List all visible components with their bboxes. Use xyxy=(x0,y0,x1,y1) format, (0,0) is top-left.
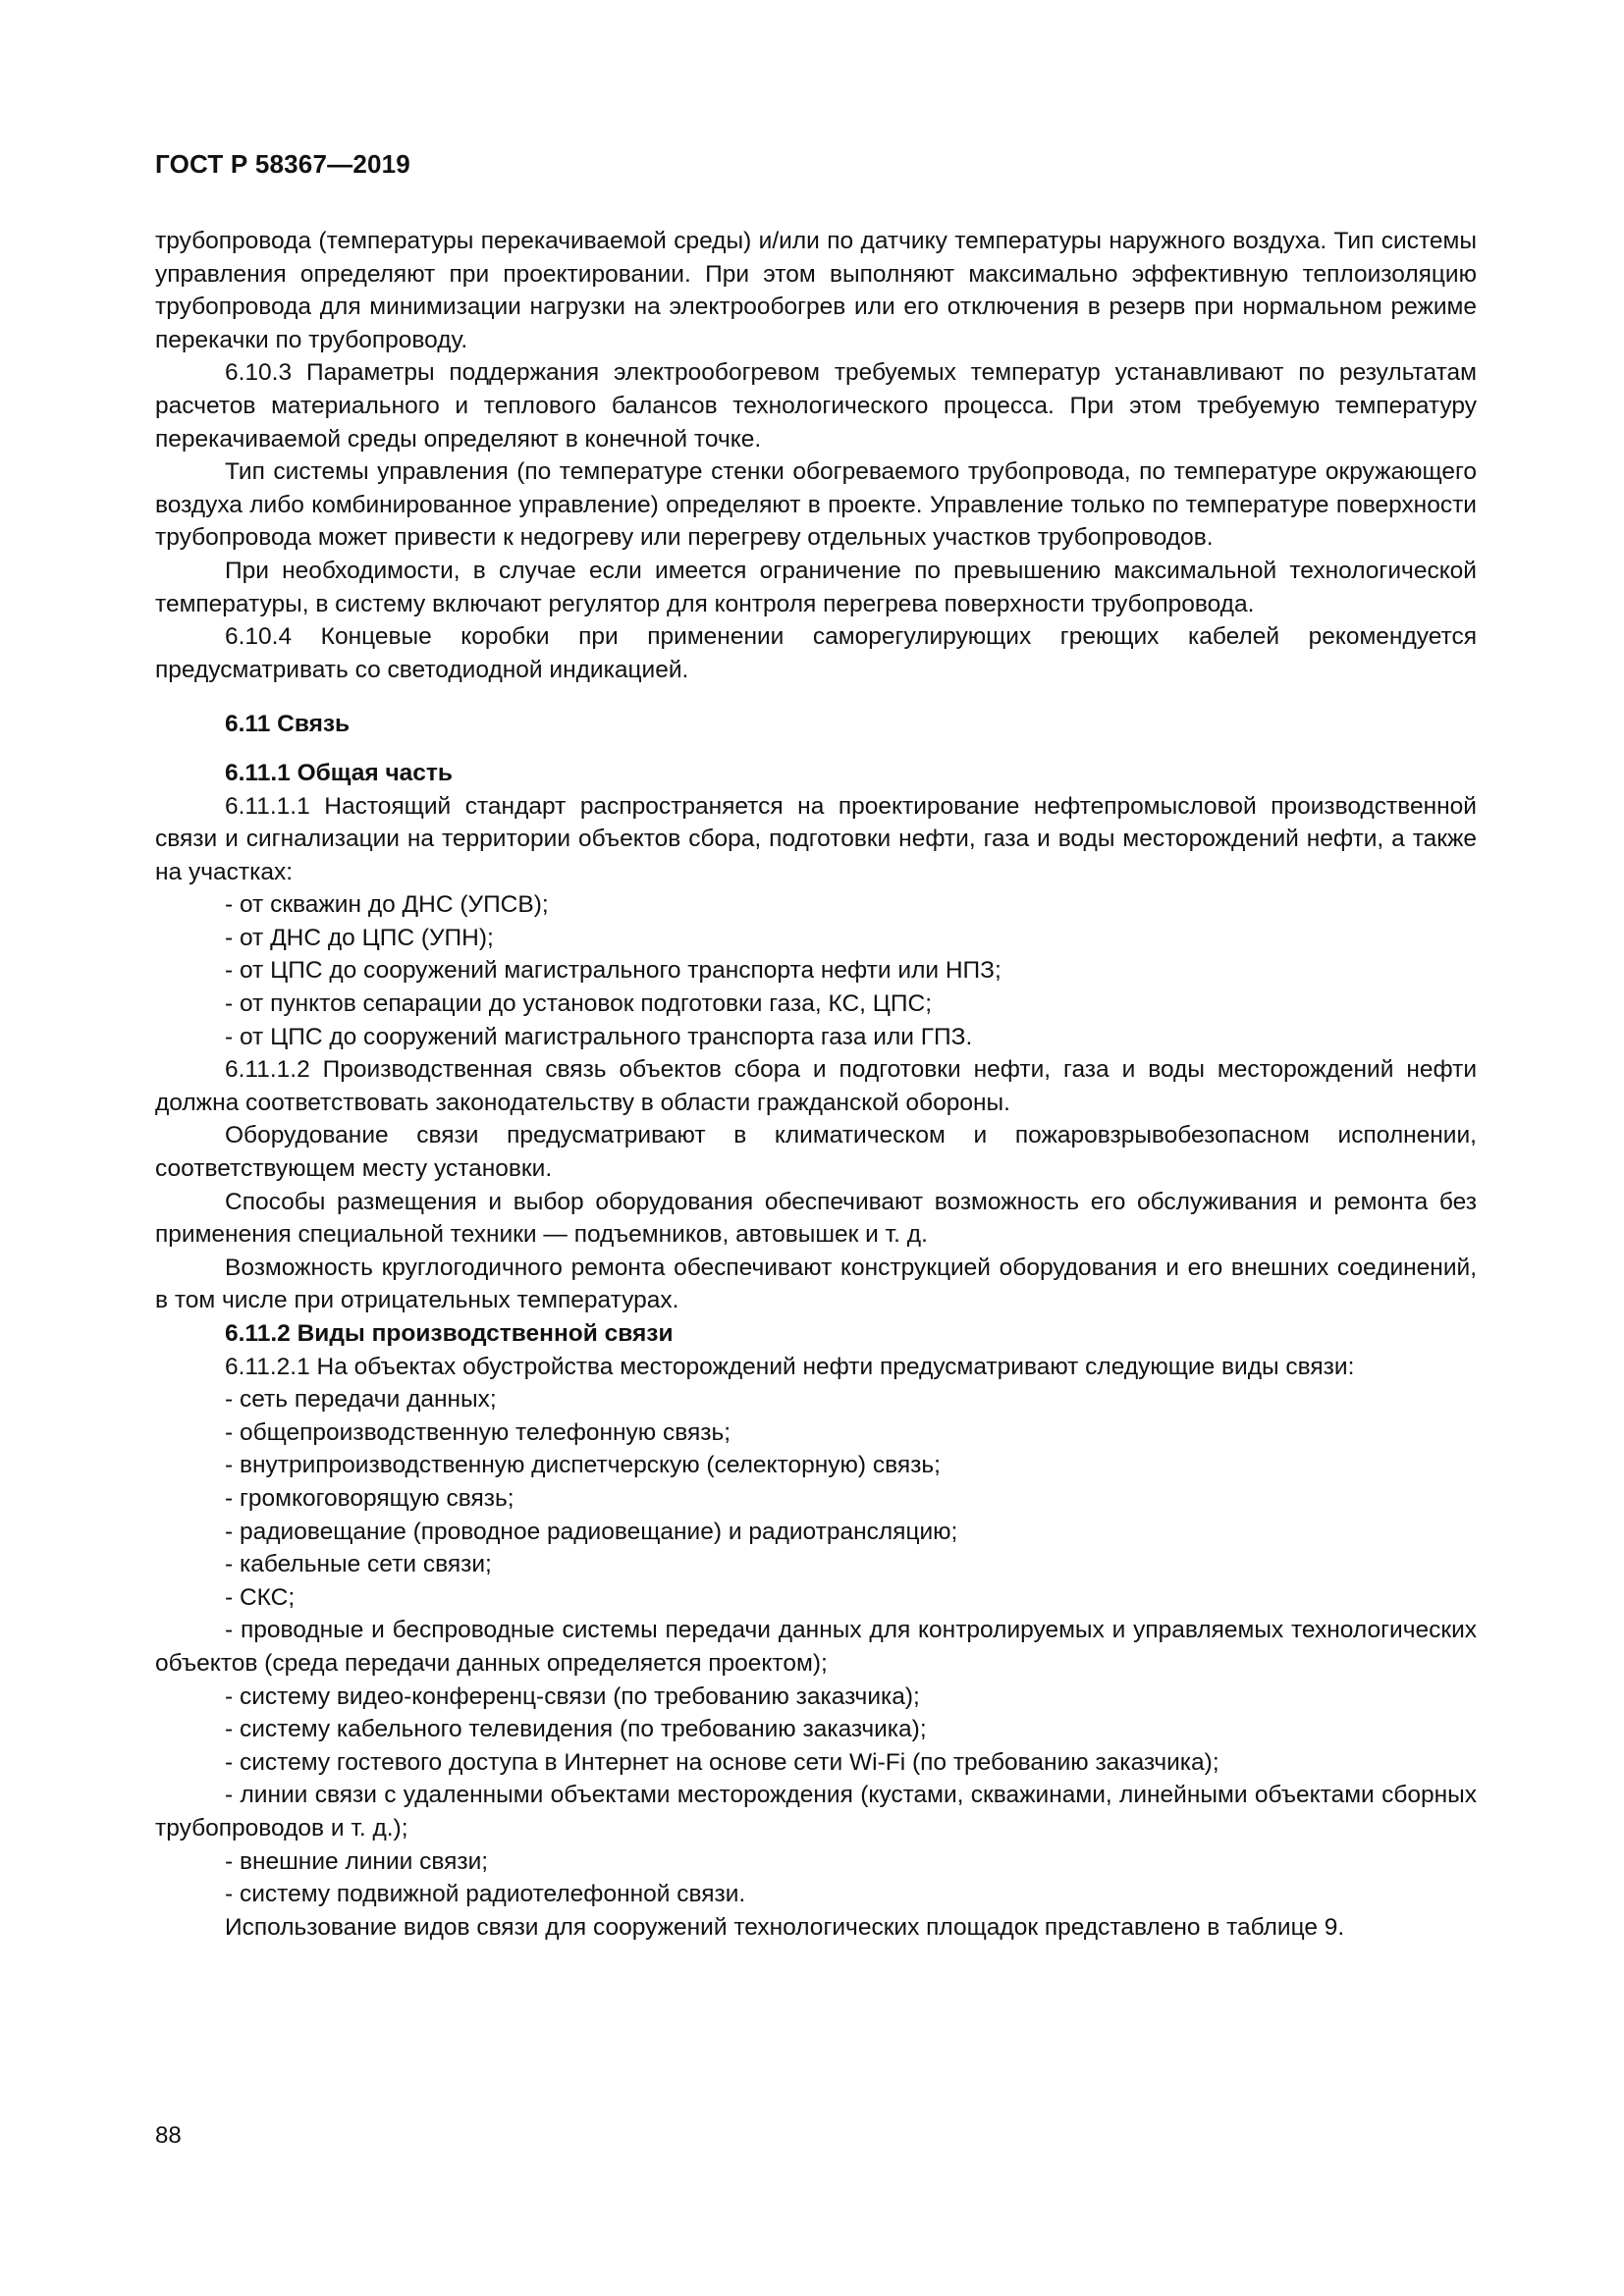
list-item: - кабельные сети связи; xyxy=(225,1551,492,1578)
paragraph: 6.11.1.1 Настоящий стандарт распространяется на проектирование нефтепромысловой производственной связи и сигнализации на территории объектов сбора, подготовки нефти, газа и воды месторождений нефти, а также на участках: xyxy=(155,792,1477,885)
list-item: - от ЦПС до сооружений магистрального транспорта нефти или НПЗ; xyxy=(225,957,1001,985)
section-heading: 6.11 Связь xyxy=(225,711,351,738)
paragraph: Использование видов связи для сооружений технологических площадок представлено в таблице 9. xyxy=(225,1913,1345,1941)
list-item: - линии связи с удаленными объектами месторождения (кустами, скважинами, линейными объектами сборных трубопроводов и т. д.); xyxy=(155,1782,1477,1842)
paragraph: Способы размещения и выбор оборудования обеспечивают возможность его обслуживания и ремонта без применения специальной техники — подъемников, автовышек и т. д. xyxy=(155,1188,1477,1249)
subsection-heading: 6.11.1 Общая часть xyxy=(225,759,453,786)
list-item: - СКС; xyxy=(225,1583,296,1611)
list-item: - внешние линии связи; xyxy=(225,1847,489,1875)
list-item: - от пунктов сепарации до установок подготовки газа, КС, ЦПС; xyxy=(225,990,933,1018)
paragraph: 6.10.3 Параметры поддержания электрообогревом требуемых температур устанавливают по результатам расчетов материального и теплового балансов технологического процесса. При этом требуемую температуру перекачиваемой среды определяют в конечной точке. xyxy=(155,359,1477,453)
subsection-heading: 6.11.2 Виды производственной связи xyxy=(225,1320,674,1347)
paragraph: При необходимости, в случае если имеется ограничение по превышению максимальной технологической температуры, в систему включают регулятор для контроля перегрева поверхности трубопровода. xyxy=(155,557,1477,617)
list-item: - от ЦПС до сооружений магистрального транспорта газа или ГПЗ. xyxy=(225,1023,973,1050)
standard-code-header: ГОСТ Р 58367—2019 xyxy=(155,149,410,179)
paragraph: 6.11.2.1 На объектах обустройства месторождений нефти предусматривают следующие виды связи: xyxy=(225,1353,1355,1380)
list-item: - от скважин до ДНС (УПСВ); xyxy=(225,891,549,919)
list-item: - внутрипроизводственную диспетчерскую (селекторную) связь; xyxy=(225,1452,941,1479)
paragraph: 6.10.4 Концевые коробки при применении саморегулирующих греющих кабелей рекомендуется предусматривать со светодиодной индикацией. xyxy=(155,623,1477,683)
list-item: - от ДНС до ЦПС (УПН); xyxy=(225,924,494,951)
list-item: - громкоговорящую связь; xyxy=(225,1484,514,1512)
list-item: - систему подвижной радиотелефонной связи. xyxy=(225,1881,746,1908)
paragraph: Тип системы управления (по температуре стенки обогреваемого трубопровода, по температуре окружающего воздуха либо комбинированное управление) определяют в проекте. Управление только по температуре поверхности трубопровода может привести к недогреву или перегреву отдельных участков трубопроводов. xyxy=(155,458,1477,552)
list-item: - систему видео-конференц-связи (по требованию заказчика); xyxy=(225,1682,920,1710)
paragraph: трубопровода (температуры перекачиваемой среды) и/или по датчику температуры наружного воздуха. Тип системы управления определяют при проектировании. При этом выполняют максимально эффективную теплоизоляцию трубопровода для минимизации нагрузки на электрообогрев или его отключения в резерв при нормальном режиме перекачки по трубопроводу. xyxy=(155,228,1477,353)
page-number: 88 xyxy=(155,2122,182,2149)
list-item: - сеть передачи данных; xyxy=(225,1386,497,1414)
list-item: - проводные и беспроводные системы передачи данных для контролируемых и управляемых технологических объектов (среда передачи данных определяется проектом); xyxy=(155,1617,1477,1677)
list-item: - общепроизводственную телефонную связь; xyxy=(225,1418,731,1446)
list-item: - систему кабельного телевидения (по требованию заказчика); xyxy=(225,1716,927,1743)
list-item: - радиовещание (проводное радиовещание) и радиотрансляцию; xyxy=(225,1518,958,1545)
document-body xyxy=(155,225,1477,1944)
paragraph: 6.11.1.2 Производственная связь объектов сбора и подготовки нефти, газа и воды месторождений нефти должна соответствовать законодательству в области гражданской обороны. xyxy=(155,1056,1477,1116)
paragraph: Оборудование связи предусматривают в климатическом и пожаровзрывобезопасном исполнении, соответствующем месту установки. xyxy=(155,1122,1477,1183)
list-item: - систему гостевого доступа в Интернет на основе сети Wi-Fi (по требованию заказчика); xyxy=(225,1748,1219,1776)
paragraph: Возможность круглогодичного ремонта обеспечивают конструкцией оборудования и его внешних соединений, в том числе при отрицательных температурах. xyxy=(155,1254,1477,1314)
